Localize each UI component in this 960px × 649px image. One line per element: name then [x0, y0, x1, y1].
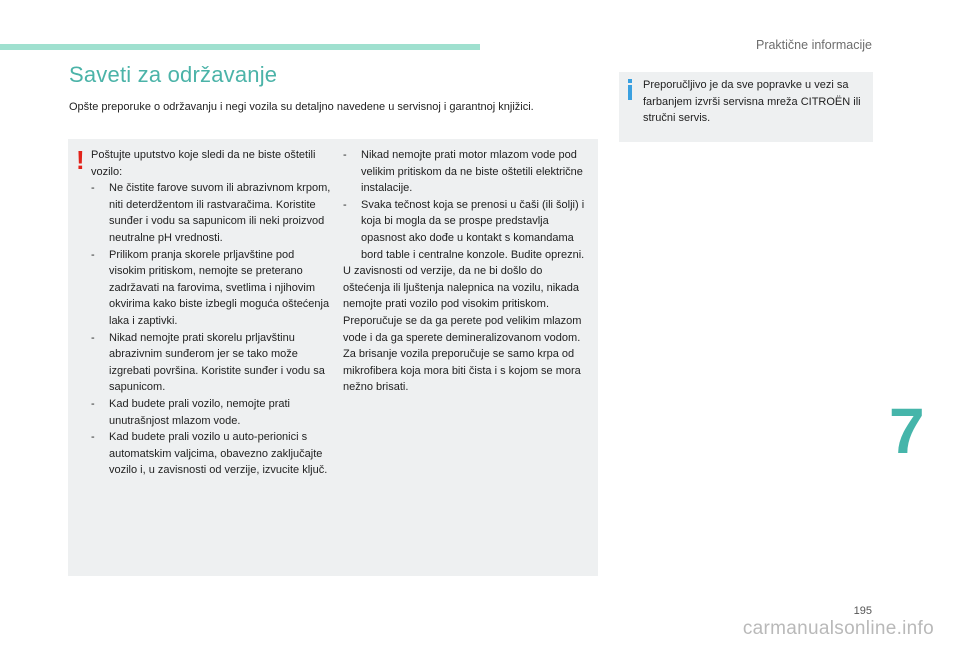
warning-intro: Poštujte uputstvo koje sledi da ne biste oštetili vozilo: — [91, 149, 316, 178]
info-icon — [625, 79, 635, 101]
chapter-number: 7 — [889, 395, 925, 467]
list-item: - Prilikom pranja skorele prljavštine pod visokim pritiskom, nemojte se preterano zadržavati na farovima, svetlima i njihovim okvirima kako biste izbegli moguća oštećenja laka i zaptivki. — [91, 247, 331, 330]
section-label: Praktične informacije — [755, 38, 872, 52]
warning-icon: ! — [76, 145, 85, 175]
watermark: carmanualsonline.info — [742, 618, 934, 639]
warning-paragraph: U zavisnosti od verzije, da ne bi došlo do oštećenja ili ljuštenja nalepnica na vozilu, nikada nemojte prati vozilo pod visokim pritiskom. Preporučuje se da ga perete pod velikim mlazom vode i da ga sperete demineralizovanom vodom. — [343, 265, 582, 344]
info-text: Preporučljivo je da sve popravke u vezi sa farbanjem izvrši servisna mreža CITROËN ili stručni servis. — [643, 79, 861, 125]
page-title: Saveti za održavanje — [69, 62, 278, 87]
warning-column-right — [343, 147, 588, 396]
list-item: - Ne čistite farove suvom ili abrazivnom krpom, niti deterdžentom ili rastvaračima. Koristite sunđer i vodu sa sapunicom ili neki proizvod neutralne pH vrednosti. — [91, 180, 331, 246]
list-item: - Nikad nemojte prati skorelu prljavštinu abrazivnim sunđerom jer se tako može izgrebati površina. Koristite sunđer i vodu sa sapunicom. — [91, 330, 331, 396]
list-item: - Nikad nemojte prati motor mlazom vode pod velikim pritiskom da ne biste oštetili električne instalacije. — [343, 147, 588, 197]
warning-column-left — [91, 147, 331, 479]
list-item: - Kad budete prali vozilo, nemojte prati unutrašnjost mlazom vode. — [91, 396, 331, 429]
header-accent-bar — [0, 44, 480, 50]
list-item: - Kad budete prali vozilo u auto-perionici s automatskim valjcima, obavezno zaključajte vozilo i, u zavisnosti od verzije, izvucite ključ. — [91, 429, 331, 479]
warning-paragraph: Za brisanje vozila preporučuje se samo krpa od mikrofibera koja mora biti čista i s kojom se mora nežno brisati. — [343, 348, 581, 394]
list-item: - Svaka tečnost koja se prenosi u čaši (ili šolji) i koja bi mogla da se prospe predstavlja opasnost ako dođe u kontakt s komandama bord table i centralne konzole. Budite oprezni. — [343, 197, 588, 263]
page-number: 195 — [853, 605, 872, 617]
warning-list-left — [91, 180, 331, 479]
warning-list-right — [343, 147, 588, 263]
intro-text: Opšte preporuke o održavanju i negi vozila su detaljno navedene u servisnoj i garantnoj knjižici. — [69, 101, 534, 113]
